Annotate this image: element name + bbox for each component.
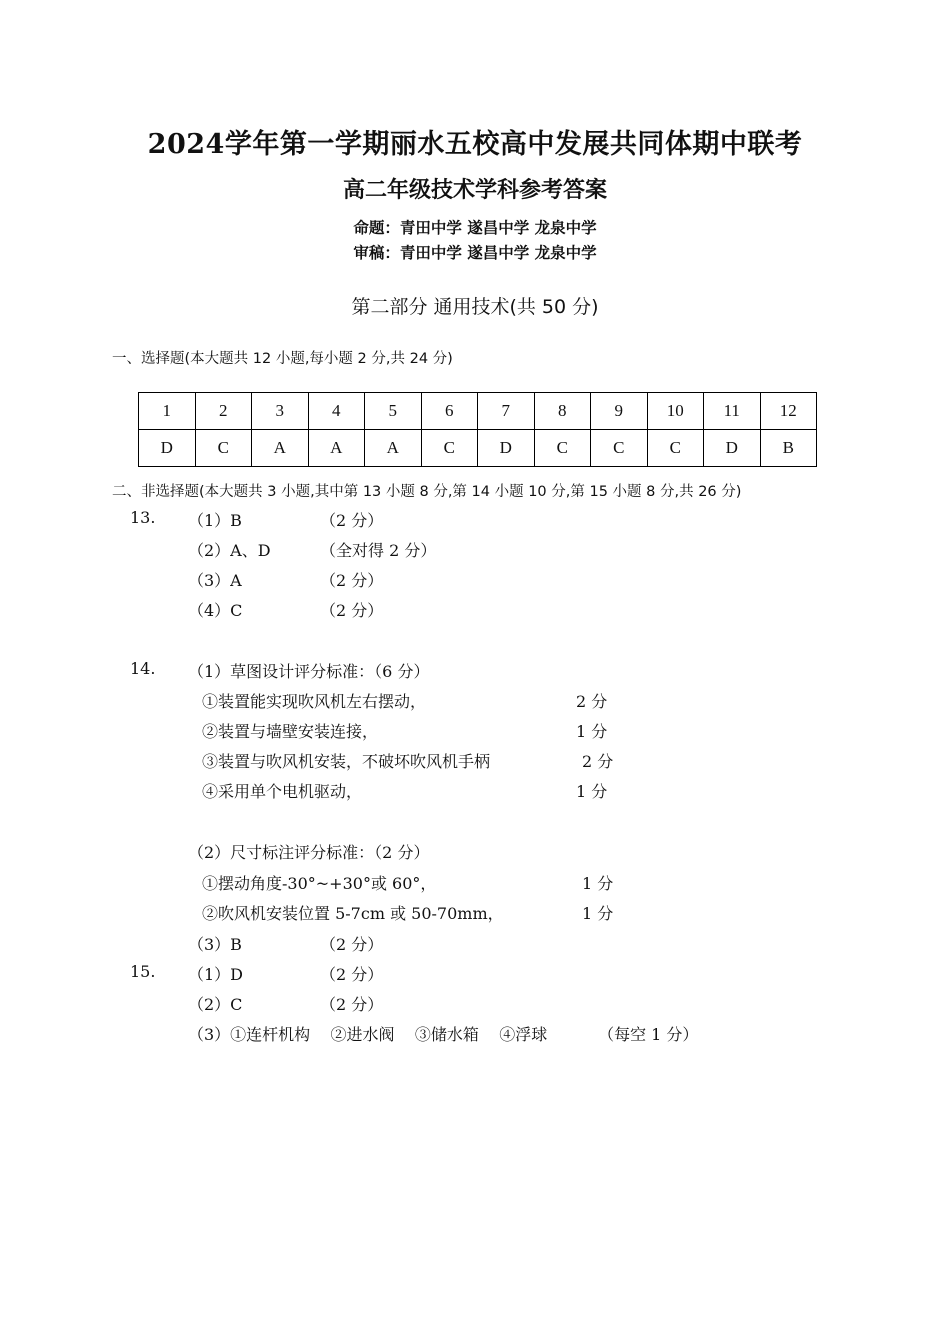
answer-cell: B xyxy=(760,430,817,467)
question-number-cell: 2 xyxy=(195,393,252,430)
q13-answer-3: （3）A xyxy=(188,571,242,590)
section2-heading: 二、非选择题(本大题共 3 小题,其中第 13 小题 8 分,第 14 小题 10 分,第 15 小题 8 分,共 26 分) xyxy=(112,484,742,500)
q13-score-3: （2 分） xyxy=(320,571,384,590)
q13-score-4: （2 分） xyxy=(320,601,384,620)
question-number-cell: 1 xyxy=(139,393,196,430)
q13-answer-2: （2）A、D xyxy=(188,541,271,560)
answer-cell: C xyxy=(647,430,704,467)
q14-part1-item-2: ②装置与墙壁安装连接， xyxy=(202,722,379,741)
question-number-row xyxy=(139,393,817,430)
q15-answer-1: （1）D xyxy=(188,965,244,984)
q15-answer-2: （2）C xyxy=(188,995,243,1014)
answer-cell: D xyxy=(478,430,535,467)
question-13-number: 13. xyxy=(130,508,156,527)
answer-cell: A xyxy=(365,430,422,467)
q14-part2-score-1: 1 分 xyxy=(582,874,614,893)
q15-answer-3: （3）①连杆机构 ②进水阀 ③储水箱 ④浮球 （每空 1 分） xyxy=(188,1025,699,1044)
q14-part2-item-2: ②吹风机安装位置 5-7cm 或 50-70mm， xyxy=(202,904,504,923)
q14-part1-heading: （1）草图设计评分标准：（6 分） xyxy=(188,662,430,681)
section1-heading: 一、选择题(本大题共 12 小题,每小题 2 分,共 24 分) xyxy=(112,351,453,367)
question-number-cell: 9 xyxy=(591,393,648,430)
q13-answer-1: （1）B xyxy=(188,511,242,530)
answer-cell: A xyxy=(308,430,365,467)
answer-cell: A xyxy=(252,430,309,467)
q13-score-1: （2 分） xyxy=(320,511,384,530)
q14-part2-heading: （2）尺寸标注评分标准：（2 分） xyxy=(188,843,430,862)
answer-cell: D xyxy=(704,430,761,467)
question-number-cell: 12 xyxy=(760,393,817,430)
question-number-cell: 3 xyxy=(252,393,309,430)
q14-score-3: （2 分） xyxy=(320,935,384,954)
answer-row xyxy=(139,430,817,467)
q15-score-1: （2 分） xyxy=(320,965,384,984)
question-number-cell: 6 xyxy=(421,393,478,430)
document-title: 2024学年第一学期丽水五校高中发展共同体期中联考 xyxy=(147,129,803,160)
answer-cell: C xyxy=(421,430,478,467)
q14-part1-item-3: ③装置与吹风机安装，不破坏吹风机手柄 xyxy=(202,752,491,771)
question-14-number: 14. xyxy=(130,659,156,678)
q14-part1-score-1: 2 分 xyxy=(576,692,608,711)
question-number-cell: 8 xyxy=(534,393,591,430)
q14-part2-score-2: 1 分 xyxy=(582,904,614,923)
answer-cell: C xyxy=(534,430,591,467)
question-number-cell: 7 xyxy=(478,393,535,430)
answer-cell: C xyxy=(591,430,648,467)
q14-part1-score-2: 1 分 xyxy=(576,722,608,741)
reviewers-line: 审稿：青田中学 遂昌中学 龙泉中学 xyxy=(353,244,597,262)
q14-part1-score-3: 2 分 xyxy=(582,752,614,771)
authors-line: 命题：青田中学 遂昌中学 龙泉中学 xyxy=(353,219,597,237)
answer-cell: D xyxy=(139,430,196,467)
q14-part1-item-1: ①装置能实现吹风机左右摆动， xyxy=(202,692,427,711)
answer-cell: C xyxy=(195,430,252,467)
question-number-cell: 4 xyxy=(308,393,365,430)
multiple-choice-answer-table xyxy=(138,392,817,467)
question-number-cell: 10 xyxy=(647,393,704,430)
q13-score-2: （全对得 2 分） xyxy=(320,541,437,560)
q14-answer-3: （3）B xyxy=(188,935,242,954)
q15-score-2: （2 分） xyxy=(320,995,384,1014)
document-subtitle: 高二年级技术学科参考答案 xyxy=(342,178,607,203)
question-number-cell: 11 xyxy=(704,393,761,430)
q14-part1-item-4: ④采用单个电机驱动， xyxy=(202,782,363,801)
question-number-cell: 5 xyxy=(365,393,422,430)
part-heading: 第二部分 通用技术(共 50 分) xyxy=(351,296,599,318)
q14-part2-item-1: ①摆动角度-30°~+30°或 60°， xyxy=(202,874,437,893)
q14-part1-score-4: 1 分 xyxy=(576,782,608,801)
question-15-number: 15. xyxy=(130,962,156,981)
q13-answer-4: （4）C xyxy=(188,601,243,620)
